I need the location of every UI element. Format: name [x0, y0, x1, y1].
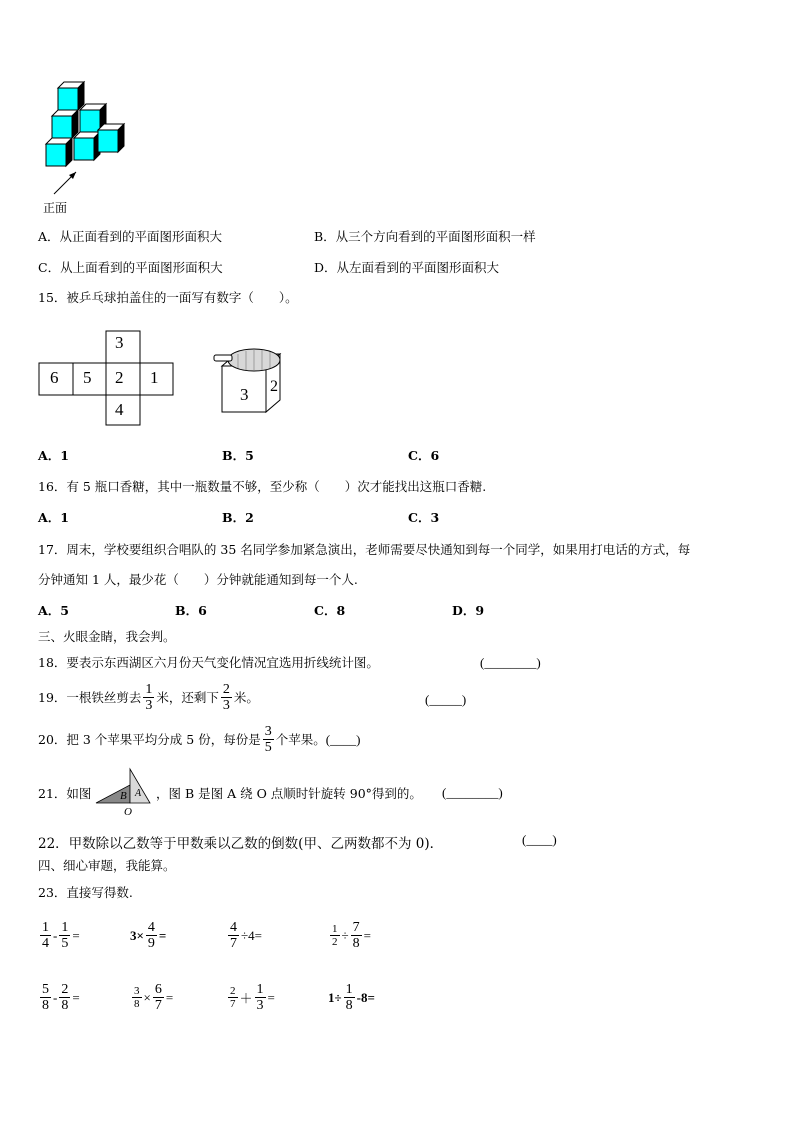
calc-item-3[interactable]: $\frac{4}{7}$ ÷4= [230, 920, 262, 951]
q22-answer-blank[interactable]: (____) [522, 832, 557, 847]
q16-option-c[interactable]: C．3 [408, 510, 440, 525]
calc-item-2[interactable]: 3× $\frac{4}{9}$ = [130, 920, 167, 951]
q14-option-c[interactable]: C．从上面看到的平面图形面积大 [38, 260, 223, 275]
q21-pre: 21．如图 [38, 786, 92, 801]
net-number-2: 2 [115, 368, 124, 387]
q14-option-d[interactable]: D．从左面看到的平面图形面积大 [314, 260, 500, 275]
q15-option-a[interactable]: A．1 [38, 448, 69, 463]
q20-fraction: $\frac{3}{5}$ [264, 724, 272, 755]
q23-stem: 23．直接写得数. [38, 885, 133, 900]
q19-mid: 米，还剩下 [156, 689, 219, 705]
calc-item-1[interactable]: $\frac{1}{4}$ - $\frac{1}{5}$ = [42, 920, 80, 951]
net-number-5: 5 [83, 368, 92, 387]
q17-stem-line2: 分钟通知 1 人，最少花（ ）分钟就能通知到每一个人. [38, 572, 358, 587]
cube-with-paddle-figure [212, 346, 292, 416]
q17-option-d[interactable]: D．9 [452, 603, 485, 618]
figure-front-label: 正面 [43, 201, 68, 215]
net-number-6: 6 [50, 368, 59, 387]
q19-line [38, 682, 259, 713]
q15-option-b[interactable]: B．5 [222, 448, 254, 463]
q22-stem: 22．甲数除以乙数等于甲数乘以乙数的倒数(甲、乙两数都不为 0)． [38, 836, 444, 852]
net-number-top: 3 [115, 333, 124, 352]
q17-stem-line1: 17．周末，学校要组织合唱队的 35 名同学参加紧急演出，老师需要尽快通知到每一个同学，如果用打电话的方式，每 [38, 542, 691, 557]
section-3-heading: 三、火眼金睛，我会判。 [38, 629, 176, 644]
q17-option-c[interactable]: C．8 [314, 603, 346, 618]
q15-option-c[interactable]: C．6 [408, 448, 440, 463]
calc-item-4[interactable]: $\frac{1}{2}$ ÷ $\frac{7}{8}$ = [332, 920, 371, 951]
q21-answer-blank[interactable]: (________) [442, 785, 503, 800]
triangle-label-a: A [135, 788, 142, 799]
q19-answer-blank[interactable]: (_____) [425, 692, 467, 707]
q20-post: 个苹果。 [275, 731, 326, 747]
q19-fraction-2: $\frac{2}{3}$ [222, 682, 230, 713]
q16-stem: 16．有 5 瓶口香糖，其中一瓶数量不够，至少称（ ）次才能找出这瓶口香糖. [38, 479, 487, 494]
cube-face-front-number: 3 [240, 385, 249, 404]
q21-post: ，图 B 是图 A 绕 O 点顺时针旋转 90°得到的。 [156, 786, 422, 801]
triangle-label-o: O [124, 806, 132, 818]
calc-item-5[interactable]: $\frac{5}{8}$ - $\frac{2}{8}$ = [42, 982, 80, 1013]
calc-item-6[interactable]: $\frac{3}{8}$ × $\frac{6}{7}$ = [134, 982, 174, 1013]
q20-pre: 20．把 3 个苹果平均分成 5 份，每份是 [38, 731, 261, 747]
q17-option-a[interactable]: A．5 [38, 603, 69, 618]
arrow-icon [50, 168, 80, 196]
q19-fraction-1: $\frac{1}{3}$ [145, 682, 153, 713]
section-4-heading: 四、细心审题，我能算。 [38, 858, 176, 873]
q15-stem: 15．被乒乓球拍盖住的一面写有数字（ ）。 [38, 290, 298, 305]
q17-option-b[interactable]: B．6 [175, 603, 207, 618]
q16-option-a[interactable]: A．1 [38, 510, 69, 525]
net-number-bottom: 4 [115, 400, 124, 419]
q20-line [38, 724, 360, 755]
q18-stem: 18．要表示东西湖区六月份天气变化情况宜选用折线统计图。 [38, 655, 379, 670]
calc-item-8[interactable]: 1÷ $\frac{1}{8}$ -8= [328, 982, 375, 1013]
calc-item-7[interactable]: $\frac{2}{7}$ ＋ $\frac{1}{3}$ = [230, 982, 275, 1013]
q18-answer-blank[interactable]: (________) [480, 655, 541, 670]
q20-answer-blank[interactable]: (____) [325, 731, 361, 747]
q19-pre: 19．一根铁丝剪去 [38, 689, 142, 705]
cube-stack-figure [40, 78, 130, 173]
net-number-1: 1 [150, 368, 159, 387]
q14-option-b[interactable]: B．从三个方向看到的平面图形面积一样 [314, 229, 536, 244]
rotation-triangles-figure [94, 767, 154, 809]
cube-face-side-number: 2 [270, 378, 278, 395]
q19-post: 米。 [233, 689, 259, 705]
triangle-label-b: B [120, 790, 127, 802]
q16-option-b[interactable]: B．2 [222, 510, 254, 525]
q14-option-a[interactable]: A．从正面看到的平面图形面积大 [38, 229, 223, 244]
